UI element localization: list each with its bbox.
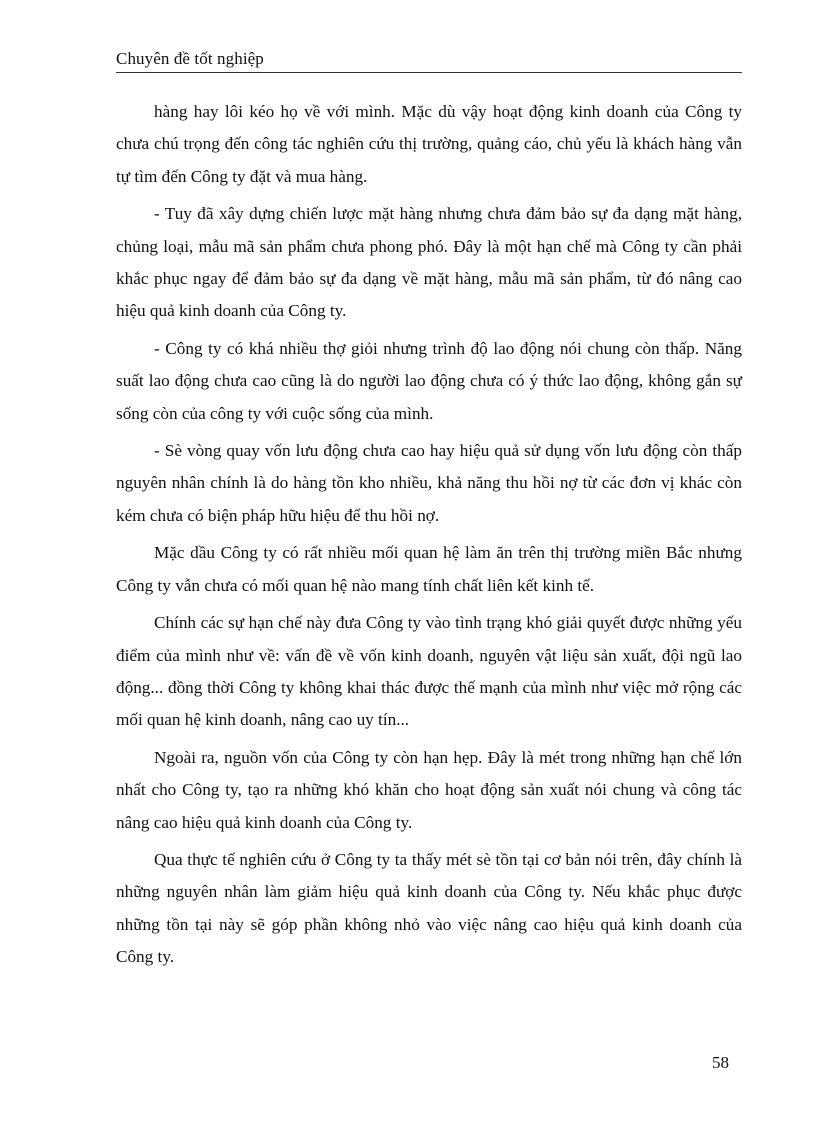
paragraph-5: Mặc dầu Công ty có rất nhiều mối quan hệ làm ăn trên thị trường miền Bắc nhưng Công ty vẫn chưa có mối quan hệ nào mang tính chất liên kết kinh tế. — [116, 543, 742, 595]
paragraph-2: - Tuy đã xây dựng chiến lược mặt hàng nhưng chưa đảm bảo sự đa dạng mặt hàng, chủng loại, mẫu mã sản phẩm chưa phong phó. Đây là một hạn chế mà Công ty cần phải khắc phục ngay để đảm bảo sự đa dạng về mặt hàng, mẫu mã sản phẩm, từ đó nâng cao hiệu quả kinh doanh của Công ty. — [116, 204, 742, 321]
paragraph-6: Chính các sự hạn chế này đưa Công ty vào tình trạng khó giải quyết được những yếu điểm của mình như về: vấn đề về vốn kinh doanh, nguyên vật liệu sản xuất, đội ngũ lao động... đồng thời Công ty không khai thác được thế mạnh của mình như việc mở rộng các mối quan hệ kinh doanh, nâng cao uy tín... — [116, 613, 742, 730]
page-number: 58 — [712, 1053, 729, 1072]
paragraph-4: - Sè vòng quay vốn lưu động chưa cao hay hiệu quả sử dụng vốn lưu động còn thấp nguyên nhân chính là do hàng tồn kho nhiều, khả năng thu hồi nợ từ các đơn vị khác còn kém chưa có biện pháp hữu hiệu để thu hồi nợ. — [116, 441, 742, 525]
paragraph-7: Ngoài ra, nguồn vốn của Công ty còn hạn hẹp. Đây là mét trong những hạn chế lớn nhất cho Công ty, tạo ra những khó khăn cho hoạt động sản xuất nói chung và công tác nâng cao hiệu quả kinh doanh của Công ty. — [116, 747, 742, 832]
paragraph-1: hàng hay lôi kéo họ về với mình. Mặc dù vậy hoạt động kinh doanh của Công ty chưa chú trọng đến công tác nghiên cứu thị trường, quảng cáo, chủ yếu là khách hàng vẫn tự tìm đến Công ty đặt và mua hàng. — [116, 102, 742, 186]
header-title: Chuyên đề tốt nghiệp — [116, 49, 264, 68]
document-body — [116, 96, 742, 979]
paragraph-3: - Công ty có khá nhiều thợ giỏi nhưng trình độ lao động nói chung còn thấp. Năng suất lao động chưa cao cũng là do người lao động chưa có ý thức lao động, không gắn sự sống còn của công ty với cuộc sống của mình. — [116, 338, 742, 423]
paragraph-8: Qua thực tế nghiên cứu ở Công ty ta thấy mét sè tồn tại cơ bản nói trên, đây chính là những nguyên nhân làm giảm hiệu quả kinh doanh của Công ty. Nếu khắc phục được những tồn tại này sẽ góp phần không nhỏ vào việc nâng cao hiệu quả kinh doanh của Công ty. — [116, 849, 742, 967]
page-header — [116, 46, 742, 73]
